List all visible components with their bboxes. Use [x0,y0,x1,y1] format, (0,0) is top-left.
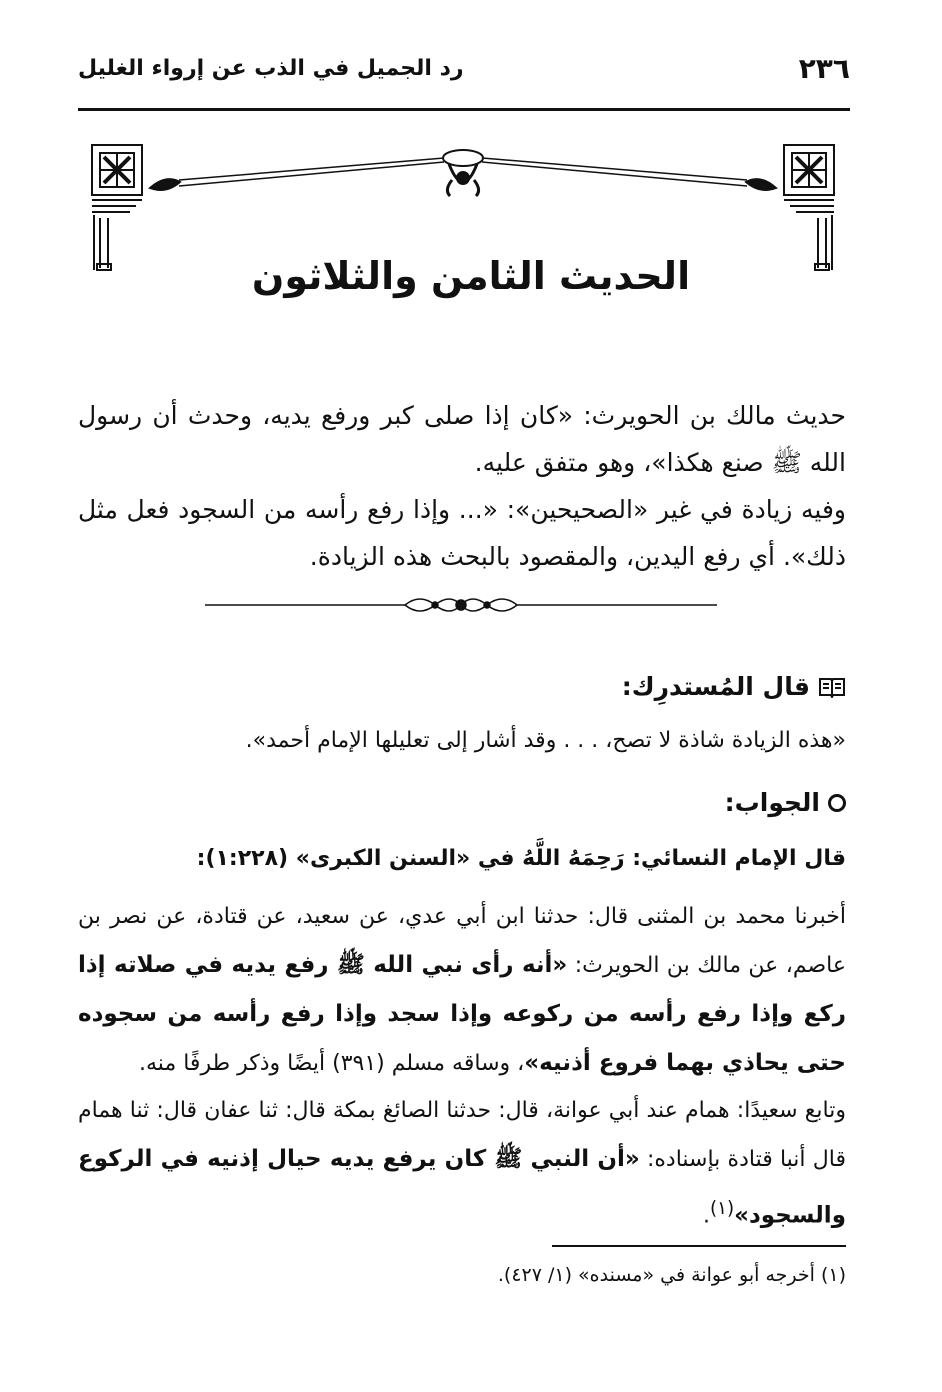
answer-label-text: الجواب: [724,788,820,817]
narration-text [78,892,846,1088]
follow-up-paragraph [78,1086,846,1240]
answer-label [725,788,846,817]
hadith-paragraph-1: حديث مالك بن الحويرث: «كان إذا صلى كبر ورفع يديه، وحدث أن رسول الله ﷺ صنع هكذا»، وهو متفق عليه. [78,401,846,477]
footnote: (١) أخرجه أبو عوانة في «مسنده» (١/ ٤٢٧). [497,1264,846,1286]
narration-paragraph [78,892,846,1088]
mustadrak-label-text: قال المُستدرِك: [621,672,810,701]
book-title: رد الجميل في الذب عن إرواء الغليل [78,56,464,81]
footnote-reference: (١) [709,1198,735,1219]
narration-quote: «أنه رأى نبي الله ﷺ رفع يديه في صلاته إذا ركع وإذا رفع رأسه من ركوعه وإذا سجد وإذا رفع رأسه من سجوده حتى يحاذي بهما فروع أذنيه» [78,952,846,1076]
mustadrak-quote: «هذه الزيادة شاذة لا تصح، . . . وقد أشار إلى تعليلها الإمام أحمد». [245,728,846,753]
follow-up-text [78,1086,846,1240]
mustadrak-label [622,672,846,701]
open-book-icon [818,676,846,698]
hadith-text [78,392,846,580]
page-number: ٢٣٦ [798,52,850,85]
hadith-title: الحديث الثامن والثلاثون [251,254,691,298]
narration-end: ، وساقه مسلم (٣٩١) أيضًا وذكر طرفًا منه. [139,1051,525,1076]
header-rule [78,108,850,111]
ornamental-divider-icon [205,590,717,620]
narration-intro: أخبرنا محمد بن المثنى قال: حدثنا ابن أبي عدي، عن سعيد، عن قتادة، عن نصر بن عاصم، عن مالك بن الحويرث: [78,904,846,978]
follow-up-quote: «أن النبي ﷺ كان يرفع يديه حيال إذنيه في الركوع والسجود» [78,1146,846,1229]
hadith-paragraph-2: وفيه زيادة في غير «الصحيحين»: «... وإذا رفع رأسه من السجود فعل مثل ذلك». أي رفع اليدين، والمقصود بالبحث هذه الزيادة. [78,495,846,571]
nasai-heading: قال الإمام النسائي: رَحِمَهُ اللَّهُ في «السنن الكبرى» (١:٢٢٨): [196,846,846,871]
follow-up-end: . [702,1203,710,1229]
footnote-rule [552,1245,846,1247]
circle-bullet-icon [828,794,846,812]
follow-up-intro: وتابع سعيدًا: همام عند أبي عوانة، قال: حدثنا الصائغ بمكة قال: ثنا عفان قال: ثنا همام قال أنبا قتادة بإسناده: [78,1098,846,1172]
running-header [78,52,850,102]
